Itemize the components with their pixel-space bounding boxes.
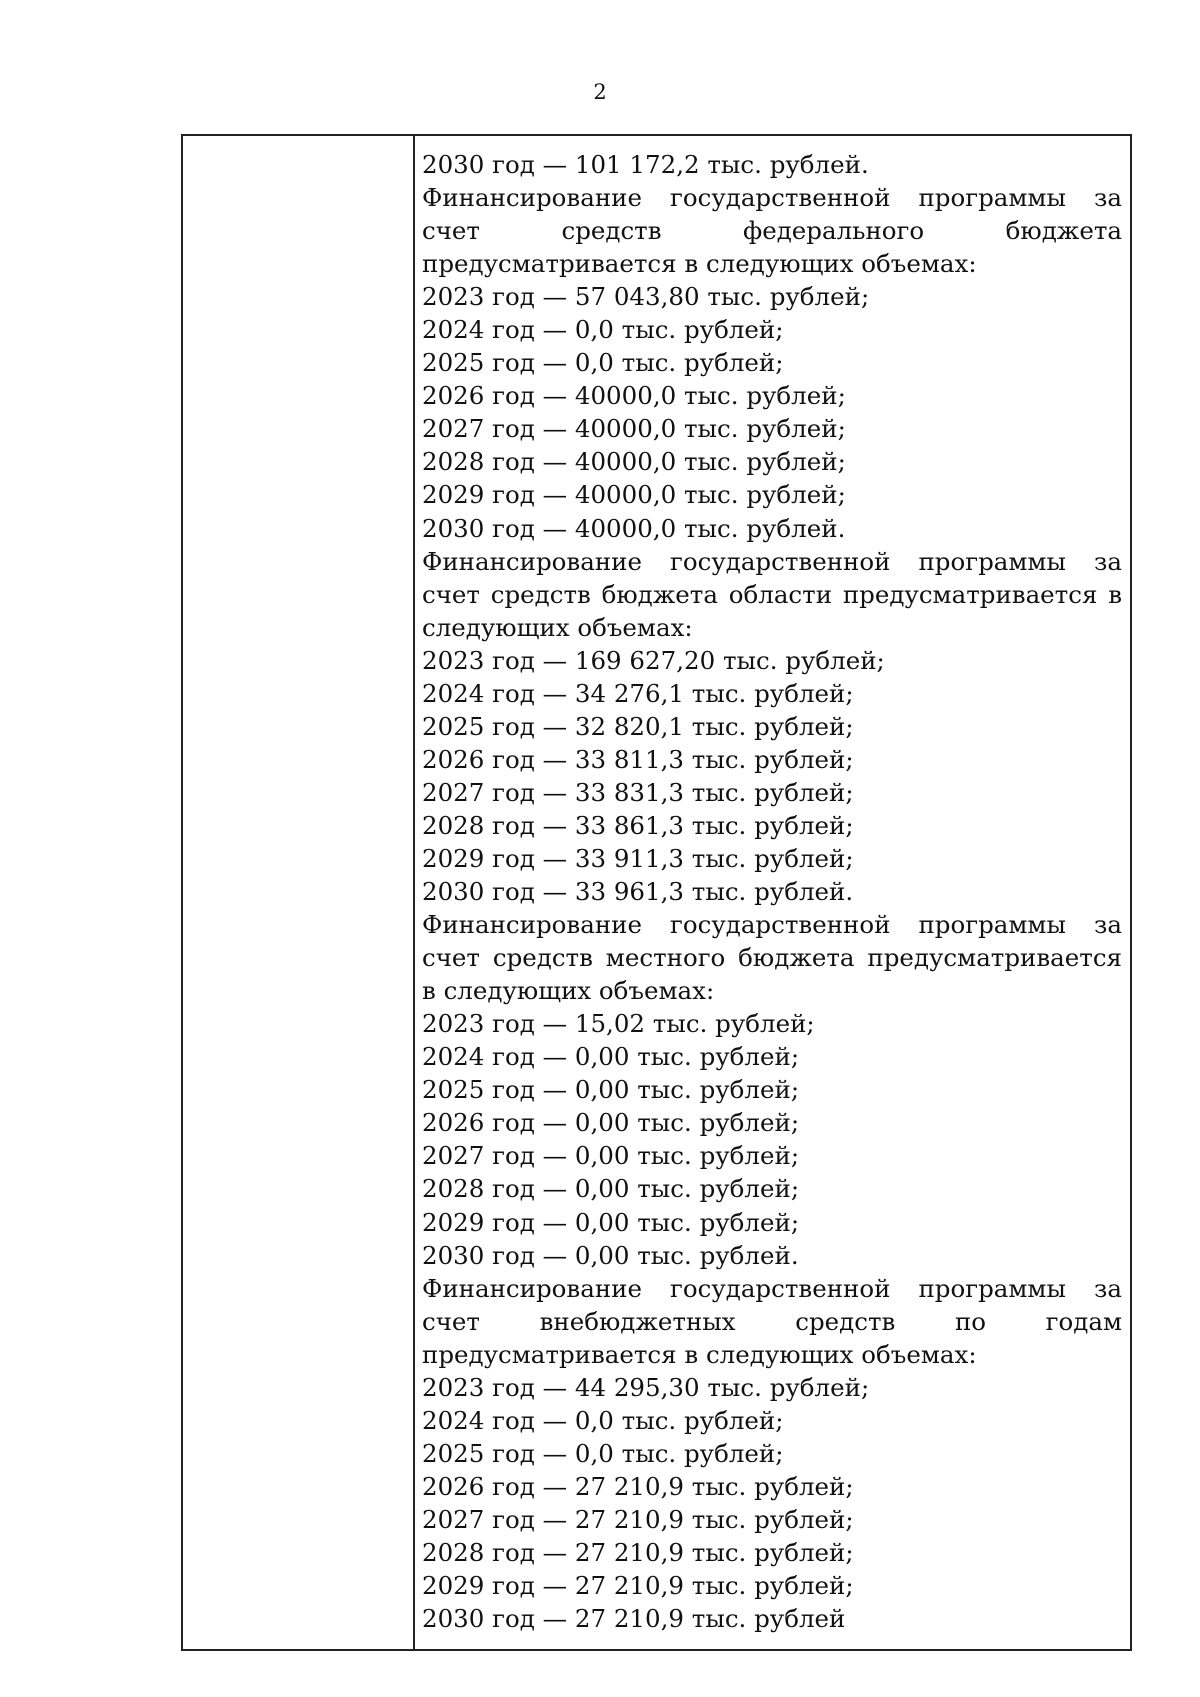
funding-year-line: 2028 год — 33 861,3 тыс. рублей; <box>422 810 854 840</box>
funding-year-line: 2028 год — 27 210,9 тыс. рублей; <box>422 1537 854 1567</box>
funding-year-line: 2027 год — 40000,0 тыс. рублей; <box>422 414 846 444</box>
funding-year-line: 2024 год — 0,0 тыс. рублей; <box>422 1405 784 1435</box>
funding-year-line: 2024 год — 0,00 тыс. рублей; <box>422 1042 800 1072</box>
funding-year-line: 2023 год — 15,02 тыс. рублей; <box>422 1009 815 1039</box>
funding-year-line: 2024 год — 34 276,1 тыс. рублей; <box>422 678 854 708</box>
funding-year-line: 2028 год — 40000,0 тыс. рублей; <box>422 447 846 477</box>
funding-paragraph: Финансирование государственной программы за счет средств федерального бюджета предусматривается в следующих объемах: <box>422 183 1122 279</box>
funding-paragraph: Финансирование государственной программы за счет средств местного бюджета предусматривается в следующих объемах: <box>422 910 1122 1006</box>
page-number: 2 <box>593 80 607 104</box>
table-right-column <box>415 136 1130 1649</box>
funding-year-line: 2023 год — 44 295,30 тыс. рублей; <box>422 1372 870 1402</box>
funding-year-line: 2023 год — 169 627,20 тыс. рублей; <box>422 645 885 675</box>
funding-year-line: 2029 год — 0,00 тыс. рублей; <box>422 1207 800 1237</box>
funding-year-line: 2027 год — 0,00 тыс. рублей; <box>422 1141 800 1171</box>
funding-year-line: 2025 год — 0,0 тыс. рублей; <box>422 1438 784 1468</box>
funding-year-line: 2024 год — 0,0 тыс. рублей; <box>422 315 784 345</box>
funding-year-line: 2025 год — 32 820,1 тыс. рублей; <box>422 711 854 741</box>
funding-year-line: 2026 год — 0,00 тыс. рублей; <box>422 1108 800 1138</box>
funding-year-line: 2027 год — 27 210,9 тыс. рублей; <box>422 1504 854 1534</box>
funding-year-line: 2030 год — 33 961,3 тыс. рублей. <box>422 877 854 907</box>
funding-year-line: 2029 год — 40000,0 тыс. рублей; <box>422 480 846 510</box>
funding-year-line: 2025 год — 0,0 тыс. рублей; <box>422 348 784 378</box>
funding-year-line: 2029 год — 27 210,9 тыс. рублей; <box>422 1571 854 1601</box>
funding-year-line: 2030 год — 27 210,9 тыс. рублей <box>422 1604 846 1634</box>
funding-year-line: 2026 год — 40000,0 тыс. рублей; <box>422 381 846 411</box>
funding-year-line: 2030 год — 101 172,2 тыс. рублей. <box>422 150 869 179</box>
funding-year-line: 2030 год — 0,00 тыс. рублей. <box>422 1240 799 1270</box>
funding-year-line: 2026 год — 33 811,3 тыс. рублей; <box>422 744 854 774</box>
funding-year-line: 2025 год — 0,00 тыс. рублей; <box>422 1075 800 1105</box>
table-left-column <box>183 136 415 1649</box>
funding-year-line: 2027 год — 33 831,3 тыс. рублей; <box>422 777 854 807</box>
document-table <box>181 134 1132 1651</box>
funding-year-line: 2029 год — 33 911,3 тыс. рублей; <box>422 843 854 873</box>
funding-year-line: 2026 год — 27 210,9 тыс. рублей; <box>422 1471 854 1501</box>
funding-year-line: 2028 год — 0,00 тыс. рублей; <box>422 1174 800 1204</box>
funding-year-line: 2030 год — 40000,0 тыс. рублей. <box>422 513 846 543</box>
funding-paragraph: Финансирование государственной программы за счет внебюджетных средств по годам предусматривается в следующих объемах: <box>422 1273 1122 1369</box>
funding-paragraph: Финансирование государственной программы за счет средств бюджета области предусматривается в следующих объемах: <box>422 546 1122 642</box>
funding-year-line: 2023 год — 57 043,80 тыс. рублей; <box>422 282 870 312</box>
